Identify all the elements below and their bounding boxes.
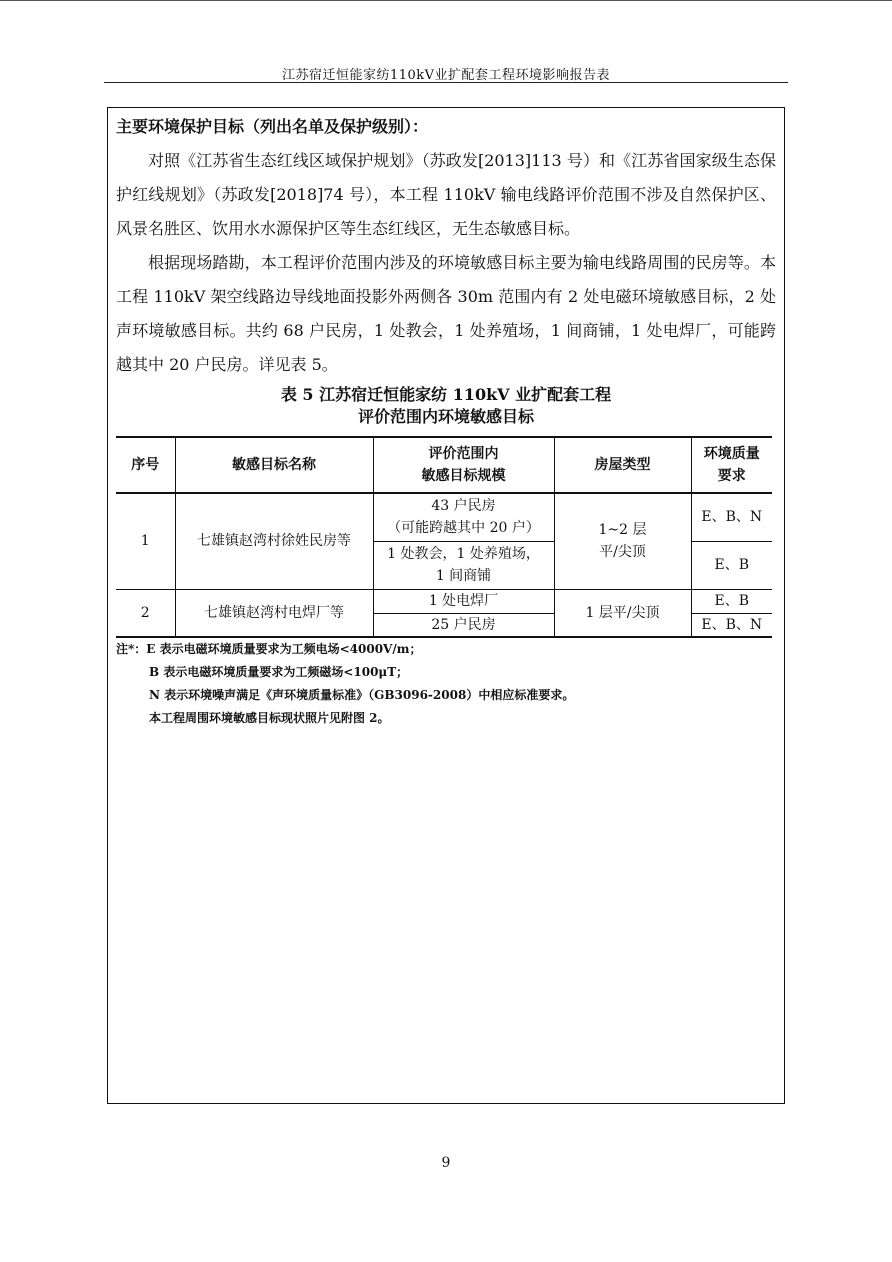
header-scale-line2: 敏感目标规模 [421,468,506,484]
row2-name: 七雄镇赵湾村电焊厂等 [175,589,373,637]
page-header: 江苏宿迁恒能家纺110kV业扩配套工程环境影响报告表 [281,68,611,83]
row1-scale2-line1: 1 处教会，1 处养殖场， [387,546,540,562]
section-content [116,112,776,428]
note-b: B 表示电磁环境质量要求为工频磁场<100μT； [149,665,409,679]
note-e: 注*：E 表示电磁环境质量要求为工频电场<4000V/m； [116,642,422,656]
top-border-line [0,0,892,1]
row1-scale1 [373,493,554,541]
row1-scale1-line2: （可能跨越其中 20 户） [387,520,540,537]
row1-name: 七雄镇赵湾村徐姓民房等 [175,493,373,589]
header-scale [373,437,554,493]
row1-req1: E、B、N [691,493,772,541]
row2-req2: E、B、N [691,613,772,637]
row1-scale2-line2: 1 间商铺 [435,568,492,584]
header-house: 房屋类型 [554,437,691,493]
row2-scale1: 1 处电焊厂 [373,589,554,613]
row2-house: 1 层平/尖顶 [554,589,691,637]
row1-scale1-line1: 43 户民房 [431,498,496,515]
table-caption [116,384,776,428]
header-rule [104,82,788,83]
table-header-row [116,437,772,493]
paragraph-ecology: 对照《江苏省生态红线区域保护规划》（苏政发[2013]113 号）和《江苏省国家级生态保护红线规划》（苏政发[2018]74 号），本工程 110kV 输电线路评价范围不涉及自然保护区、风景名胜区、饮用水水源保护区等生态红线区，无生态敏感目标。 [116,151,776,238]
note-photos: 本工程周围环境敏感目标现状照片见附图 2。 [149,711,390,725]
table-notes [116,638,776,730]
table-row [116,493,772,541]
section-heading: 主要环境保护目标（列出名单及保护级别）： [116,117,429,136]
table-caption-line2: 评价范围内环境敏感目标 [357,407,534,426]
page-number: 9 [441,1155,451,1171]
row1-house-line2: 平/尖顶 [599,544,646,561]
row1-house [554,493,691,589]
header-scale-line1: 评价范围内 [428,446,499,462]
header-req-line1: 环境质量 [703,446,760,462]
row2-no: 2 [116,589,175,637]
note-n: N 表示环境噪声满足《声环境质量标准》（GB3096-2008）中相应标准要求。 [149,688,575,702]
header-no: 序号 [116,437,175,493]
row1-no: 1 [116,493,175,589]
table-row [116,589,772,613]
row1-req2: E、B [691,541,772,589]
paragraph-sensitive-targets: 根据现场踏勘，本工程评价范围内涉及的环境敏感目标主要为输电线路周围的民房等。本工程 110kV 架空线路边导线地面投影外两侧各 30m 范围内有 2 处电磁环境敏感目标，2 处声环境敏感目标。共约 68 户民房，1 处教会，1 处养殖场，1 间商铺，1 处电焊厂，可能跨越其中 20 户民房。详见表 5。 [116,253,776,374]
header-req-line2: 要求 [717,468,746,484]
row1-scale2 [373,541,554,589]
table-caption-line1: 表 5 江苏宿迁恒能家纺 110kV 业扩配套工程 [280,385,612,404]
row1-house-line1: 1~2 层 [598,522,647,539]
header-name: 敏感目标名称 [175,437,373,493]
row2-req1: E、B [691,589,772,613]
header-requirement [691,437,772,493]
sensitive-targets-table [116,436,772,638]
row2-scale2: 25 户民房 [373,613,554,637]
